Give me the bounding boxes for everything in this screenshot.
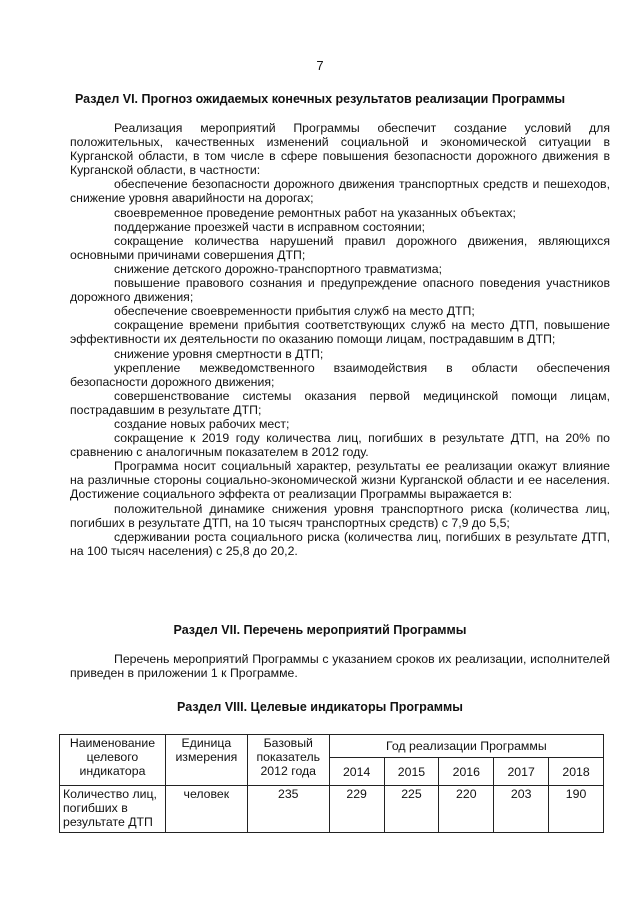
row-value: 225 [384, 786, 439, 833]
paragraph: обеспечение своевременности прибытия служб на место ДТП; [114, 304, 475, 319]
paragraph: Программа носит социальный характер, результаты ее реализации окажут влияние на различные стороны социально-экономической жизни Курганской области и ее населения. Достижение социального эффекта от реализации Программы выражается в: [70, 459, 610, 502]
row-indicator-name: Количество лиц, погибших в результате ДТП [60, 786, 166, 833]
paragraph: Реализация мероприятий Программы обеспечит создание условий для положительных, качественных изменений социальной и экономической ситуации в Курганской области, в том числе в сфере повышения безопасности дорожного движения в Курганской области, в частности: [70, 121, 610, 178]
paragraph: укрепление межведомственного взаимодействия в области обеспечения безопасности дорожного движения; [70, 360, 610, 389]
paragraph: сокращение к 2019 году количества лиц, погибших в результате ДТП, на 20% по сравнению с аналогичным показателем в 2012 году. [70, 431, 610, 460]
page-number: 7 [316, 58, 324, 73]
paragraph: снижение уровня смертности в ДТП; [114, 346, 324, 361]
header-years-group: Год реализации Программы [329, 735, 603, 758]
row-value: 229 [329, 786, 384, 833]
paragraph: сокращение времени прибытия соответствующих служб на место ДТП, повышение эффективности их деятельности по оказанию помощи лицам, пострадавшим в ДТП; [70, 318, 610, 347]
paragraph: совершенствование системы оказания первой медицинской помощи лицам, пострадавшим в результате ДТП; [70, 388, 610, 417]
row-value: 220 [439, 786, 494, 833]
paragraph: повышение правового сознания и предупреждение опасного поведения участников дорожного движения; [70, 276, 610, 305]
section-8-title: Раздел VIII. Целевые индикаторы Программы [177, 700, 463, 714]
row-value: 203 [494, 786, 549, 833]
header-year: 2018 [549, 758, 604, 786]
paragraph: сокращение количества нарушений правил дорожного движения, являющихся основными причинами совершения ДТП; [70, 233, 610, 262]
table-header-row [60, 735, 604, 758]
section-7-body [70, 652, 610, 680]
paragraph: снижение детского дорожно-транспортного травматизма; [114, 261, 442, 276]
section-7-title: Раздел VII. Перечень мероприятий Программы [173, 623, 467, 637]
table-row [60, 786, 604, 833]
paragraph: обеспечение безопасности дорожного движения транспортных средств и пешеходов, снижение уровня аварийности на дорогах; [70, 177, 610, 206]
section-6-title: Раздел VI. Прогноз ожидаемых конечных результатов реализации Программы [74, 92, 566, 106]
paragraph: сдерживании роста социального риска (количества лиц, погибших в результате ДТП, на 100 тысяч населения) с 25,8 до 20,2. [70, 529, 610, 558]
section-6-body [70, 121, 610, 558]
header-year: 2016 [439, 758, 494, 786]
indicators-table [59, 734, 604, 833]
row-base-value: 235 [247, 786, 329, 833]
row-unit: человек [165, 786, 247, 833]
paragraph: своевременное проведение ремонтных работ на указанных объектах; [114, 205, 516, 220]
header-year: 2014 [329, 758, 384, 786]
header-unit: Единица измерения [165, 735, 247, 786]
header-base-value: Базовый показатель 2012 года [247, 735, 329, 786]
row-value: 190 [549, 786, 604, 833]
paragraph: положительной динамике снижения уровня транспортного риска (количества лиц, погибших в результате ДТП, на 10 тысяч транспортных средств) с 7,9 до 5,5; [70, 501, 610, 530]
header-year: 2017 [494, 758, 549, 786]
header-indicator-name: Наименование целевого индикатора [60, 735, 166, 786]
paragraph: Перечень мероприятий Программы с указанием сроков их реализации, исполнителей приведен в приложении 1 к Программе. [70, 652, 610, 681]
header-year: 2015 [384, 758, 439, 786]
paragraph: поддержание проезжей части в исправном состоянии; [114, 219, 425, 234]
paragraph: создание новых рабочих мест; [114, 416, 290, 431]
